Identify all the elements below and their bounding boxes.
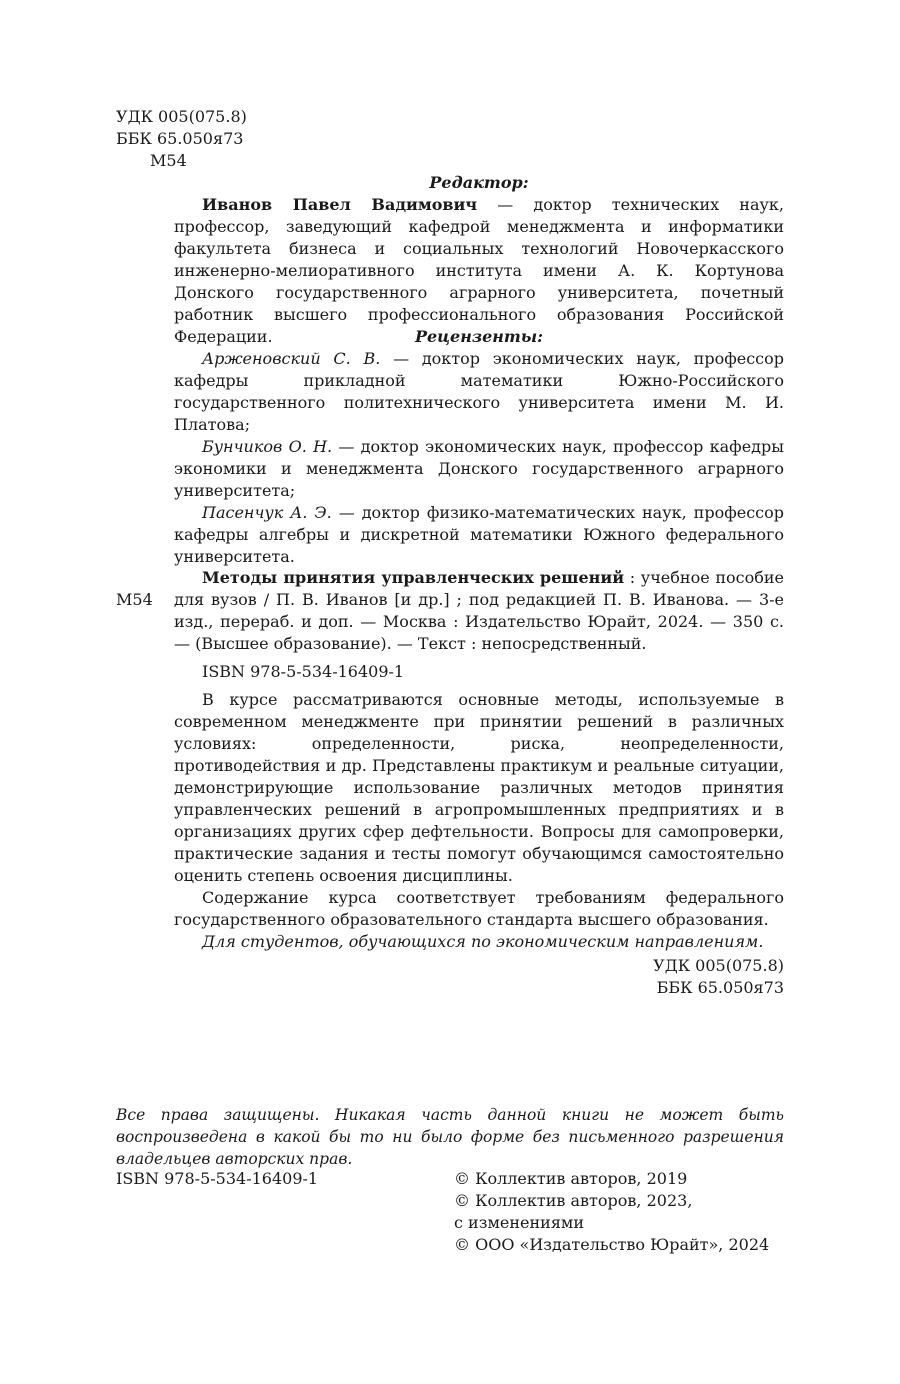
editor-name: Иванов Павел Вадимович <box>202 195 478 214</box>
udk-code-top: УДК 005(075.8) <box>116 107 247 126</box>
copyright-line: © Коллектив авторов, 2023, <box>454 1191 693 1210</box>
editor-description: — доктор технических наук, профессор, заведующий кафедрой менеджмента и информатики факультета бизнеса и социальных технологий Новочеркасского инженерно-мелиоративного института имени А. К. Кортунова Донского государственного аграрного университета, почетный работник высшего профессионального образования Российской Федерации. <box>174 195 785 346</box>
bibliographic-record <box>174 567 784 655</box>
bbk-code-bottom: ББК 65.050я73 <box>656 978 784 997</box>
reviewer-name: Пасенчук А. Э. <box>202 503 332 522</box>
reviewer-name: Бунчиков О. Н. <box>202 437 333 456</box>
reviewers-heading: Рецензенты: <box>414 327 544 346</box>
annotation-paragraph: В курсе рассматриваются основные методы, используемые в современном менеджменте при принятии решений в различных условиях: определенности, риска, неопределенности, противодействия и др. Представлены практикум и реальные ситуации, демонстрирующие использование различных методов принятия управленческих решений в агропромышленных предприятиях и в организациях других сфер дефтельности. Вопросы для самопроверки, практические задания и тесты помогут обучающимся самостоятельно оценить степень освоения дисциплины. <box>174 690 784 885</box>
annotation <box>174 689 784 953</box>
reviewer-description: — доктор физико-математических наук, профессор кафедры алгебры и дискретной математики Южного федерального университета. <box>174 503 785 566</box>
isbn-bottom: ISBN 978-5-534-16409-1 <box>116 1169 319 1188</box>
bbk-code-top: ББК 65.050я73 <box>116 129 244 148</box>
isbn-record: ISBN 978-5-534-16409-1 <box>202 662 405 681</box>
reviewer-description: — доктор экономических наук, профессор кафедры прикладной математики Южно-Российского государственного политехнического университета имени М. И. Платова; <box>174 349 785 434</box>
reviewer-entry <box>174 436 784 502</box>
copyright-list <box>454 1168 769 1256</box>
reviewer-entry <box>174 502 784 568</box>
udk-code-bottom: УДК 005(075.8) <box>653 956 784 975</box>
copyright-line: © ООО «Издательство Юрайт», 2024 <box>454 1235 770 1254</box>
author-mark-side: М54 <box>116 590 153 609</box>
annotation-paragraph: Содержание курса соответствует требованиям федерального государственного образовательного стандарта высшего образования. <box>174 888 784 929</box>
reviewers-section <box>174 348 784 568</box>
book-title: Методы принятия управленческих решений <box>202 568 625 587</box>
copyright-line: с изменениями <box>454 1213 585 1232</box>
reviewer-entry <box>174 348 784 436</box>
editor-section <box>174 194 784 348</box>
reviewer-name: Арженовский С. В. <box>202 349 381 368</box>
author-mark-top: М54 <box>150 151 187 170</box>
book-description: : учебное пособие для вузов / П. В. Иванов [и др.] ; под редакцией П. В. Иванова. — 3-е изд., перераб. и доп. — Москва : Издательство Юрайт, 2024. — 350 с. — (Высшее образование). — Текст : непосредственный. <box>174 568 784 653</box>
rights-notice: Все права защищены. Никакая часть данной книги не может быть воспроизведена в какой бы то ни было форме без письменного разрешения владельцев авторских прав. <box>116 1106 784 1168</box>
editor-heading: Редактор: <box>429 173 529 192</box>
copyright-line: © Коллектив авторов, 2019 <box>454 1169 688 1188</box>
audience-note: Для студентов, обучающихся по экономическим направлениям. <box>202 932 764 951</box>
reviewer-description: — доктор экономических наук, профессор кафедры экономики и менеджмента Донского государственного аграрного университета; <box>174 437 784 500</box>
